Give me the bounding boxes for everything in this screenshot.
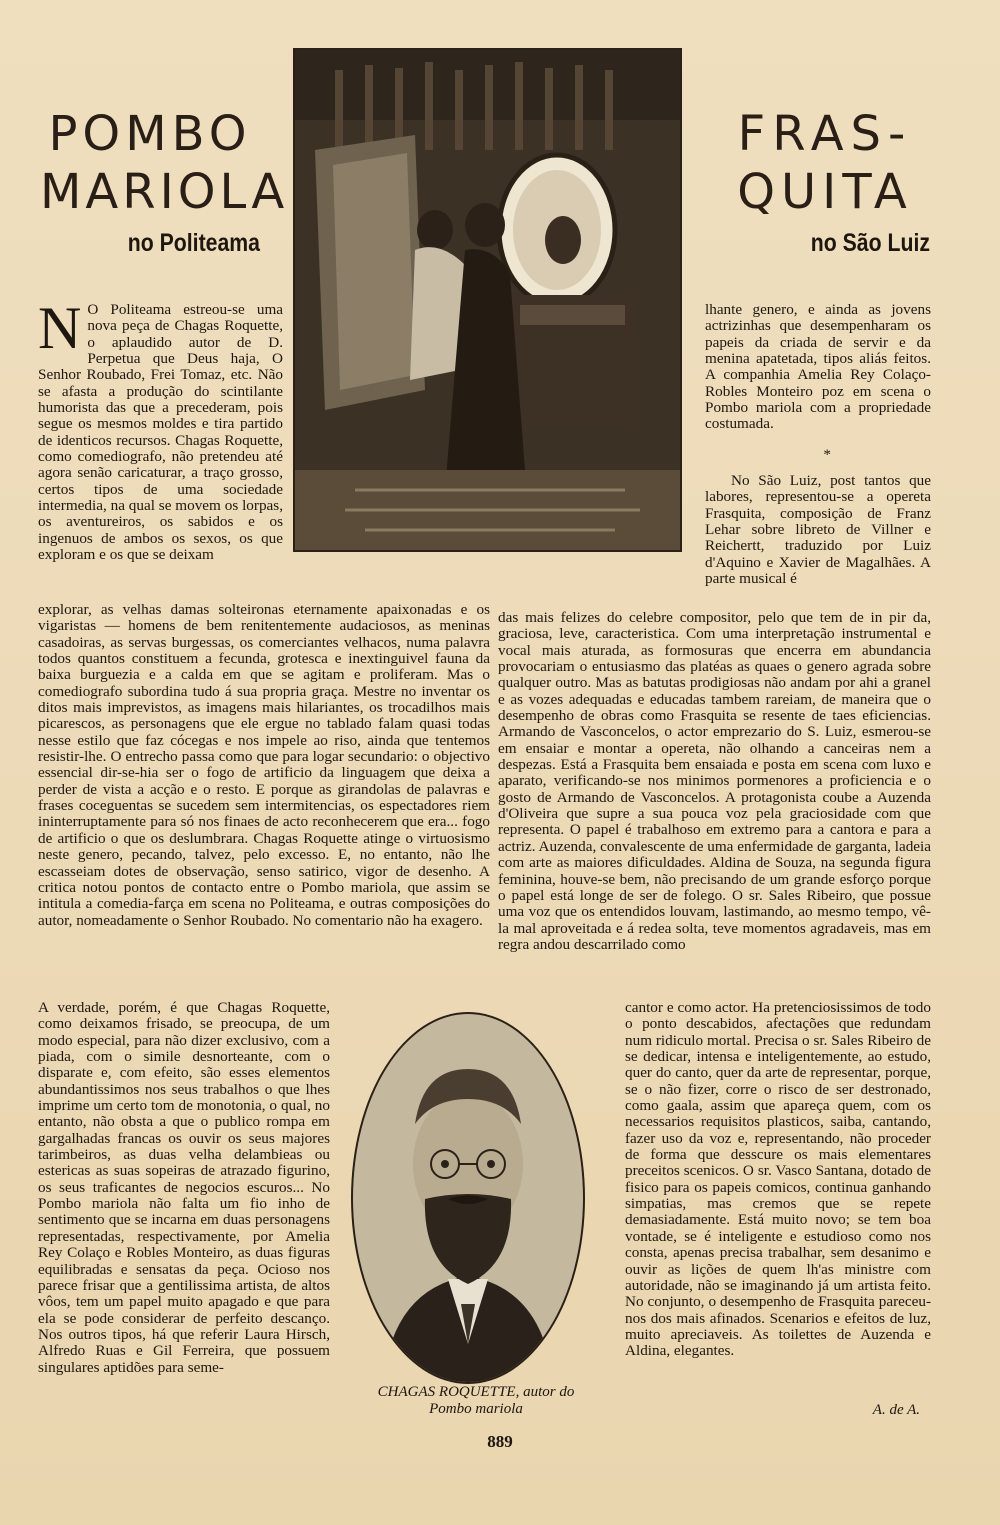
left-title-line2: MARIOLA bbox=[40, 164, 289, 220]
right-article-wide-text bbox=[498, 610, 931, 953]
stage-photo bbox=[293, 48, 682, 552]
portrait-caption-line1: CHAGAS ROQUETTE, autor do bbox=[377, 1384, 575, 1400]
right-article-text-bottom bbox=[625, 1000, 931, 1360]
left-title-block bbox=[40, 105, 289, 258]
right-subtitle: no São Luiz bbox=[810, 229, 930, 257]
chagas-roquette-portrait bbox=[353, 1014, 583, 1382]
left-article-wide-text bbox=[38, 602, 490, 929]
drop-cap: N bbox=[38, 295, 82, 361]
portrait-caption bbox=[345, 1384, 607, 1418]
left-article-narrow-text bbox=[38, 295, 283, 564]
right-title-block bbox=[720, 105, 930, 258]
right-article-paragraph-4: cantor e como actor. Ha pretenciosissimos de todo o ponto descabidos, afectações que redundam num ridiculo mortal. Precisa o sr. Sales Ribeiro de se dedicar, intensa e inteligentemente, ao estudo, quer do canto, quer da arte de representar, porque, se o não fizer, corre o risco de ser destronado, como gaala, assim que apareça quem, com os necessarios requisitos plasticos, saiba, cantando, fazer uso da voz e, representando, não proceder de forma que desscure os mais elementares preceitos scenicos. O sr. Vasco Santana, dotado de fisico para os papeis comicos, continua ganhando simpatias, mas cremos que se repete demasiadamente. Está muito novo; se tem boa vontade, se é inteligente e estudioso como nos consta, apenas precisa trabalhar, sem desanimo e ouvir as lições de quem lh'as ministre com autoridade, não se imaginando já um artista feito. No conjunto, o desempenho de Frasquita pareceu-nos dos mais afinados. Scenarios e efeitos de luz, muito apreciaveis. As toilettes de Auzenda e Aldina, elegantes. bbox=[625, 999, 931, 1360]
stage-scene-illustration bbox=[295, 50, 680, 550]
left-article-paragraph-2: explorar, as velhas damas solteironas eternamente apaixonadas e os vigaristas — homens de bem renitentemente audaciosos, as meninas casadoiras, as servas burgessas, os comerciantes velhacos, numa palavra todos quantos constituem a fecunda, grotesca e inextinguivel fauna da baixa burguezia e a calda em que se agitam e proliferam. Mas o comediografo subordina tudo á sua propria graça. Mestre no inventar os ditos mais imprevistos, as imagens mais hilariantes, os trocadilhos mais picarescos, as personagens que ele ergue no tablado falam quasi todas nesse estilo que faz cócegas e nos impele ao riso, ainda que tentemos resistir-lhe. O entrecho passa como que para logar secundario: o objectivo essencial dir-se-hia ser o fogo de artificio da linguagem que deixa a perder de vista a acção e o resto. E porque as girandolas de palavras e frases coceguentas se sucedem sem intermitencias, os espectadores riem ininterruptamente para só nos finaes de acto reconhecerem que era... fogo de artificio o que os deslumbrara. Chagas Roquette atinge o virtuosismo neste genero, pecando, talvez, pelo excesso. E, no entanto, não lhe escasseiam dotes de observação, senso satirico, vigor de desenho. A critica notou pontos de contacto entre o Pombo mariola, que assim se intitula a comedia-farça em scena no Politeama, e outras composições do autor, nomeadamente o Senhor Roubado. No comentario não ha exagero. bbox=[38, 601, 490, 929]
right-title-line1: FRAS- bbox=[737, 106, 913, 162]
portrait-photo bbox=[351, 1012, 585, 1384]
article-signature: A. de A. bbox=[872, 1402, 920, 1418]
section-separator: * bbox=[823, 445, 831, 463]
left-article-paragraph-3: A verdade, porém, é que Chagas Roquette, como deixamos frisado, se preocupa, de um modo especial, para não dizer exclusivo, com a piada, com o simile desnorteante, com o disparate e, com efeito, são esses elementos abundantissimos nos seus trabalhos o que lhes imprime um certo tom de monotonia, o qual, no entanto, não obsta a que o publico rompa em gargalhadas francas os ouvir os seus majores tarimbeiros, as duas velha delambieas ou estericas as suas sopeiras de atrazado figurino, os seus traficantes de negocios escuros... No Pombo mariola não falta um fio inho de sentimento que se incarna em duas personagens representadas, respectivamente, por Amelia Rey Colaço e Robles Monteiro, as duas figuras equilibradas e sensatas da peça. Ocioso nos parece frisar que a gentilissima artista, de altos vôos, tem um papel muito apagado e que para ela se pode considerar de perfeito descanço. Nos outros tipos, há que referir Laura Hirsch, Alfredo Ruas e Gil Ferreira, que possuem singulares aptidões para seme- bbox=[38, 999, 330, 1376]
right-article-paragraph-2: No São Luiz, post tantos que labores, representou-se a opereta Frasquita, composição de Franz Lehar sobre libreto de Villner e Reichertt, traduzido por Luiz d'Aquino e Xavier de Magalhães. A parte musical é bbox=[705, 472, 931, 588]
left-article-paragraph-1: O Politeama estreou-se uma nova peça de Chagas Roquette, o aplaudido autor de D. Perpetua que Deus haja, O Senhor Roubado, Frei Tomaz, etc. Não se afasta a produção do scintilante humorista das que a precederam, pois segue os mesmos moldes e tira partido de identicos recursos. Chagas Roquette, como comediografo, não pretendeu até agora senão caricaturar, a traço grosso, certos tipos de uma sociedade intermedia, na qual se movem os lorpas, os aventureiros, os sabidos e os ingenuos de ambos os sexos, os que exploram e os que se deixam bbox=[38, 301, 283, 564]
right-title-line2: QUITA bbox=[737, 164, 913, 220]
left-article-narrow-text-2 bbox=[38, 1000, 330, 1376]
right-article-paragraph-3: das mais felizes do celebre compositor, pelo que tem de in pir da, graciosa, leve, caracteristica. Com uma interpretação instrumental e vocal mais aturada, as formosuras que encerra em abundancia provocariam o entusiasmo das platéas as quaes o genero agrada sobre qualquer outro. Mas as batutas prodigiosas não andam por ahi a granel e as vozes adequadas e educadas tambem rareiam, de maneira que o desempenho de obras como Frasquita se resente de taes eficiencias. Armando de Vasconcelos, o actor emprezario do S. Luiz, esmerou-se em ensaiar e montar a opereta, não olhando a canceiras nem a despezas. Está a Frasquita bem ensaiada e posta em scena com luxo e aparato, verificando-se nos minimos pormenores a proficiencia e o gosto de Armando de Vasconcelos. A protagonista coube a Auzenda d'Oliveira que supre a sua pouca voz pela graciosidade com que representa. O papel é trabalhoso em extremo para a cantora e para a actriz. Auzenda, convalescente de uma enfermidade de garganta, ladeia com arte as maiores dificuldades. Aldina de Souza, na segunda figura feminina, houve-se bem, não precisando de um grande esforço porque o papel está longe de ser de folego. O sr. Sales Ribeiro, que possue uma voz que os entendidos louvam, lastimando, ao mesmo tempo, vê-la mal aproveitada e á redea solta, teve momentos agradaveis, mas em regra andou descarrilado como bbox=[498, 609, 931, 953]
left-title-line1: POMBO bbox=[48, 106, 252, 162]
right-article-paragraph-1: lhante genero, e ainda as jovens actrizinhas que desempenharam os papeis da criada de servir e da menina apatetada, tipos aliás feitos. A companhia Amelia Rey Colaço-Robles Monteiro poz em scena o Pombo mariola com a propriedade costumada. bbox=[705, 301, 931, 433]
page-number: 889 bbox=[487, 1432, 513, 1451]
portrait-caption-line2: Pombo mariola bbox=[429, 1401, 523, 1417]
right-article-text-top bbox=[705, 302, 931, 588]
left-subtitle: no Politeama bbox=[127, 229, 260, 257]
